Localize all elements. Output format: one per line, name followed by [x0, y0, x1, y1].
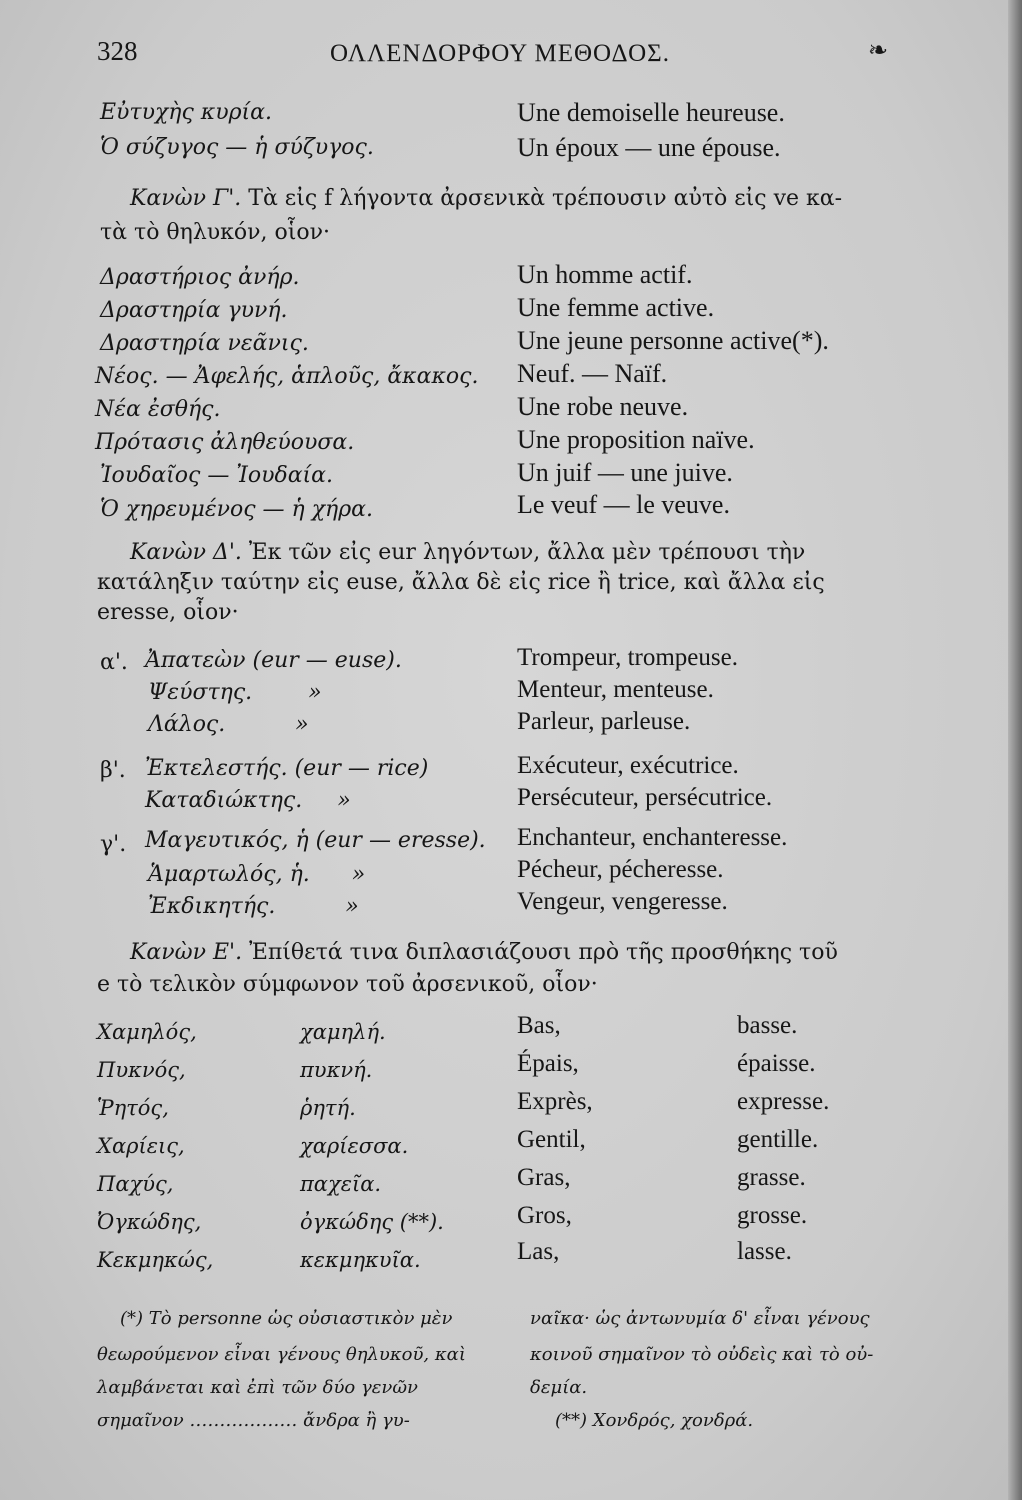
french-phrase: Persécuteur, persécutrice.: [517, 784, 773, 811]
rule-d-line2: κατάληξιν ταύτην εἰς euse, ἄλλα δὲ εἰς rice ἢ trice, καὶ ἄλλα εἰς: [97, 570, 825, 595]
greek-phrase: Εὐτυχὴς κυρία.: [100, 100, 273, 125]
french-phrase: Neuf. — Naïf.: [517, 359, 668, 388]
greek-phrase: Ὁ χηρευμένος — ἡ χήρα.: [100, 497, 374, 522]
greek-masculine: Πυκνός,: [97, 1058, 186, 1082]
french-feminine: basse.: [737, 1012, 798, 1039]
greek-feminine: παχεῖα.: [300, 1172, 382, 1196]
french-masculine: Épais,: [517, 1050, 579, 1077]
greek-phrase: Δραστήριος ἀνήρ.: [100, 265, 300, 290]
greek-phrase: Ἐκτελεστής. (eur — rice): [145, 756, 429, 781]
group-label: β'.: [100, 758, 126, 783]
footnote-line: κοινοῦ σημαῖνον τὸ οὐδεὶς καὶ τὸ οὐ-: [530, 1344, 874, 1365]
rule-text: Ἐπίθετά τινα διπλασιάζουσι πρὸ τῆς προσθήκης τοῦ: [249, 940, 838, 965]
french-feminine: expresse.: [737, 1088, 830, 1115]
french-masculine: Bas,: [517, 1012, 561, 1039]
french-phrase: Pécheur, pécheresse.: [517, 856, 724, 883]
footnote-line: θεωρούμενον εἶναι γένους θηλυκοῦ, καὶ: [97, 1344, 466, 1365]
greek-phrase: Καταδιώκτης. »: [145, 788, 351, 813]
running-title: ΟΛΛΕΝΔΟΡΦΟΥ ΜΕΘΟΔΟΣ.: [330, 40, 670, 67]
french-phrase: Vengeur, vengeresse.: [517, 888, 728, 915]
french-feminine: gentille.: [737, 1126, 819, 1153]
greek-masculine: Ῥητός,: [97, 1096, 169, 1120]
french-phrase: Un époux — une épouse.: [517, 133, 781, 162]
greek-feminine: χαμηλή.: [300, 1020, 386, 1044]
footnote-line: σημαῖνον ……………… ἄνδρα ἢ γυ-: [97, 1410, 410, 1431]
french-phrase: Menteur, menteuse.: [517, 676, 714, 703]
rule-d-line1: [130, 540, 805, 565]
french-masculine: Gentil,: [517, 1126, 586, 1153]
french-feminine: grosse.: [737, 1202, 808, 1229]
page-number: 328: [97, 36, 138, 66]
french-phrase: Une femme active.: [517, 293, 715, 322]
greek-phrase: Ὁ σύζυγος — ἡ σύζυγος.: [100, 135, 374, 160]
french-masculine: Gros,: [517, 1202, 572, 1229]
rule-text: Ἐκ τῶν εἰς eur ληγόντων, ἄλλα μὲν τρέπουσι τὴν: [248, 540, 806, 565]
ornament-icon: ❧: [868, 36, 889, 64]
french-phrase: Enchanteur, enchanteresse.: [517, 824, 788, 851]
french-feminine: grasse.: [737, 1164, 806, 1191]
footnote-line: (*) Τὸ personne ὡς οὐσιαστικὸν μὲν: [120, 1308, 453, 1329]
greek-phrase: Ἁμαρτωλός, ἡ. »: [148, 862, 366, 887]
greek-masculine: Ὀγκώδης,: [97, 1210, 202, 1234]
rule-label: Κανὼν Γ'.: [130, 186, 242, 211]
greek-phrase: Μαγευτικός, ἡ (eur — eresse).: [145, 828, 486, 853]
greek-phrase: Ψεύστης. »: [148, 680, 322, 705]
greek-masculine: Κεκμηκώς,: [97, 1248, 214, 1272]
french-masculine: Exprès,: [517, 1088, 593, 1115]
greek-feminine: κεκμηκυῖα.: [300, 1248, 421, 1272]
rule-e-line2: e τὸ τελικὸν σύμφωνον τοῦ ἀρσενικοῦ, οἷον·: [97, 972, 598, 997]
french-phrase: Exécuteur, exécutrice.: [517, 752, 739, 779]
french-phrase: Une demoiselle heureuse.: [517, 98, 785, 127]
greek-phrase: Δραστηρία γυνή.: [100, 298, 288, 323]
french-feminine: lasse.: [737, 1238, 792, 1265]
rule-label: Κανὼν Ε'.: [130, 940, 243, 965]
greek-feminine: πυκνή.: [300, 1058, 373, 1082]
french-phrase: Parleur, parleuse.: [517, 708, 691, 735]
greek-phrase: Δραστηρία νεᾶνις.: [100, 331, 309, 356]
greek-masculine: Χαμηλός,: [97, 1020, 197, 1044]
group-label: α'.: [100, 650, 128, 675]
greek-phrase: Πρότασις ἀληθεύουσα.: [95, 430, 355, 455]
french-feminine: épaisse.: [737, 1050, 816, 1077]
rule-g-line1: [130, 186, 842, 211]
rule-g-line2: τὰ τὸ θηλυκόν, οἷον·: [100, 220, 331, 245]
french-phrase: Une jeune personne active(*).: [517, 326, 829, 355]
french-phrase: Une proposition naïve.: [517, 425, 755, 454]
greek-masculine: Παχύς,: [97, 1172, 174, 1196]
greek-phrase: Νέα ἐσθής.: [95, 397, 221, 422]
footnote-line: δεμία.: [530, 1377, 588, 1398]
french-phrase: Une robe neuve.: [517, 392, 689, 421]
greek-phrase: Ἀπατεὼν (eur — euse).: [145, 648, 402, 673]
greek-feminine: ὀγκώδης (**).: [300, 1210, 444, 1234]
rule-e-line1: [130, 940, 838, 965]
french-phrase: Le veuf — le veuve.: [517, 490, 730, 519]
book-spine-shadow: [1008, 0, 1022, 1500]
french-phrase: Un homme actif.: [517, 260, 693, 289]
group-label: γ'.: [100, 832, 127, 857]
greek-phrase: Ἐκδικητής. »: [148, 894, 359, 919]
greek-feminine: ῥητή.: [300, 1096, 356, 1120]
footnote-line: (**) Χονδρός, χονδρά.: [555, 1410, 754, 1431]
rule-text: Τὰ εἰς f λήγοντα ἀρσενικὰ τρέπουσιν αὐτὸ εἰς ve κα-: [248, 186, 843, 211]
french-phrase: Trompeur, trompeuse.: [517, 644, 738, 671]
rule-d-line3: eresse, οἷον·: [97, 600, 239, 625]
greek-feminine: χαρίεσσα.: [300, 1134, 409, 1158]
footnote-line: ναῖκα· ὡς ἀντωνυμία δ' εἶναι γένους: [530, 1308, 870, 1329]
footnote-line: λαμβάνεται καὶ ἐπὶ τῶν δύο γενῶν: [97, 1377, 418, 1398]
rule-label: Κανὼν Δ'.: [130, 540, 242, 565]
french-phrase: Un juif — une juive.: [517, 458, 733, 487]
greek-masculine: Χαρίεις,: [97, 1134, 185, 1158]
greek-phrase: Νέος. — Ἀφελής, ἁπλοῦς, ἄκακος.: [95, 364, 479, 389]
greek-phrase: Λάλος. »: [148, 712, 309, 737]
french-masculine: Las,: [517, 1238, 560, 1265]
greek-phrase: Ἰουδαῖος — Ἰουδαία.: [100, 463, 334, 488]
french-masculine: Gras,: [517, 1164, 571, 1191]
